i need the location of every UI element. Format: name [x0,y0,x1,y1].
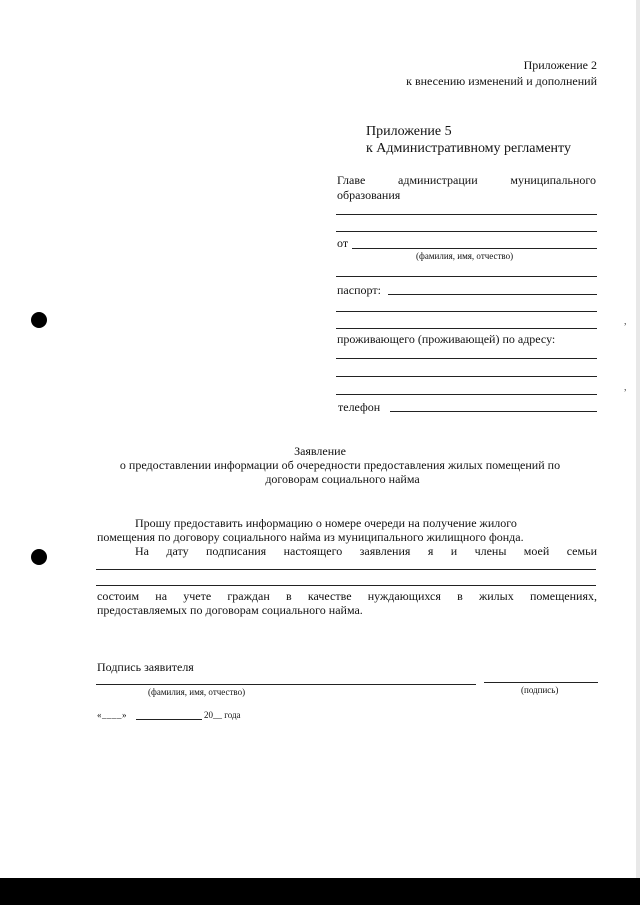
residing-label: проживающего (проживающей) по адресу: [337,332,556,346]
from-name-line[interactable] [352,248,597,249]
phone-label: телефон [338,400,381,414]
passport-line-3[interactable] [336,328,597,329]
address-line-3[interactable] [336,394,597,395]
passport-line-2[interactable] [336,311,597,312]
signature-name-caption: (фамилия, имя, отчество) [148,687,246,697]
date-year: 20__ года [204,710,241,720]
body-para3-line1: состоим на учете граждан в качестве нуждающихся в жилых помещениях, [97,589,597,603]
punch-hole-top [31,312,47,328]
phone-line[interactable] [390,411,597,412]
appendix5-subtitle: к Административному регламенту [366,141,571,156]
address-line-1[interactable] [336,358,597,359]
punch-hole-bottom [31,549,47,565]
statement-subtitle-2: договорам социального найма [265,472,420,486]
signature-sign-caption: (подпись) [521,685,559,695]
address-line-2[interactable] [336,376,597,377]
body-para1-line2: помещения по договору социального найма из муниципального жилищного фонда. [97,530,524,544]
addressee-head: Главе администрации муниципального [337,173,596,187]
scan-speck-2: , [624,382,627,393]
date-day: «____» [97,710,127,720]
from-extra-line[interactable] [336,276,597,277]
date-month-line[interactable] [136,719,202,720]
addressee-line-2[interactable] [336,231,597,232]
addressee-entity: образования [337,188,401,202]
statement-subtitle-1: о предоставлении информации об очередности предоставления жилых помещений по [119,458,561,472]
scan-speck-1: , [624,316,627,327]
body-para1-line1: Прошу предоставить информацию о номере очереди на получение жилого [135,516,517,530]
addressee-line-1[interactable] [336,214,597,215]
passport-line-1[interactable] [388,294,597,295]
statement-title: Заявление [294,444,346,458]
appendix2-title: Приложение 2 [523,58,597,72]
appendix5-title: Приложение 5 [366,124,452,139]
from-label: от [337,236,349,250]
scan-edge-shadow [636,0,640,878]
family-line-2[interactable] [96,585,596,586]
signature-sign-line[interactable] [484,682,598,683]
signature-label: Подпись заявителя [97,660,194,674]
body-para2-line1: На дату подписания настоящего заявления я и члены моей семьи [135,544,597,558]
family-line-1[interactable] [96,569,596,570]
scan-bottom-border [0,878,640,905]
body-para3-line2: предоставляемых по договорам социального найма. [97,603,363,617]
signature-name-line[interactable] [96,684,476,685]
passport-label: паспорт: [337,283,381,297]
from-name-caption: (фамилия, имя, отчество) [416,251,514,261]
appendix2-subtitle: к внесению изменений и дополнений [406,74,597,88]
